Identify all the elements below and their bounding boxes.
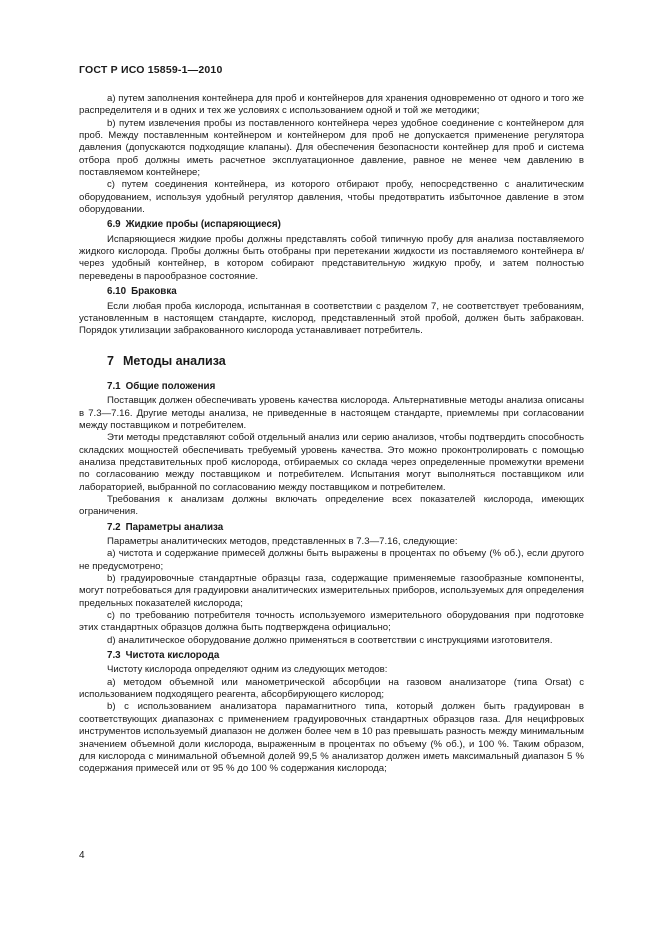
document-body (79, 93, 584, 776)
chapter-title: Методы анализа (122, 353, 226, 368)
section-heading-7-2 (79, 522, 584, 534)
list-item: с) по требованию потребителя точность используемого измерительного оборудования при подготовке этих стандартных образцов должна быть подтверждена официально; (79, 610, 584, 634)
paragraph: Если любая проба кислорода, испытанная в соответствии с разделом 7, не соответствует требованиям, установленным в настоящем стандарте, кислород, представленный этой пробой, должен быть забракован. Порядок утилизации забракованного кислорода устанавливает потребитель. (79, 300, 584, 337)
section-number: 7.2 (107, 521, 121, 533)
list-item: d) аналитическое оборудование должно применяться в соответствии с инструкциями изготовителя. (107, 634, 553, 646)
list-item: b) градуировочные стандартные образцы газа, содержащие применяемые газообразные компоненты, могут потребоваться для градуировки аналитических измерительных приборов, используемых для определения предельных показателей кислорода; (79, 573, 584, 609)
section-heading-6-10 (79, 286, 584, 298)
section-number: 6.10 (107, 286, 127, 298)
paragraph: с) путем соединения контейнера, из которого отбирают пробу, непосредственно с аналитическим оборудованием, используя удобный регулятор давления, чтобы предотвратить избыточное давление в этом оборудовании. (79, 179, 584, 216)
paragraph: Параметры аналитических методов, представленных в 7.3—7.16, следующие: (107, 536, 458, 547)
section-title: Чистота кислорода (125, 650, 220, 662)
list-item: а) методом объемной или манометрической абсорбции на газовом анализаторе (типа Orsat) с использованием подходящего реагента, абсорбирующего кислород; (79, 676, 584, 701)
section-heading-7-3 (79, 650, 584, 662)
section-heading-7-1 (79, 381, 584, 393)
chapter-heading-7 (79, 355, 584, 367)
paragraph: Поставщик должен обеспечивать уровень качества кислорода. Альтернативные методы анализа описаны в 7.3—7.16. Другие методы анализа, не приведенные в настоящем стандарте, приемлемы при согласовании между поставщиком и потребителем. (79, 395, 584, 431)
paragraph: Требования к анализам должны включать определение всех показателей кислорода, имеющих ограничения. (79, 493, 584, 518)
section-title: Параметры анализа (125, 521, 224, 533)
section-number: 7.1 (107, 380, 121, 392)
paragraph: а) путем заполнения контейнера для проб и контейнеров для хранения одновременно от одного и того же распределителя и в одних и тех же условиях с использованием одной и той же методики; (79, 93, 584, 117)
page-header: ГОСТ Р ИСО 15859-1—2010 (79, 64, 223, 76)
paragraph: Чистоту кислорода определяют одним из следующих методов: (107, 664, 388, 676)
chapter-number: 7 (107, 353, 114, 368)
section-number: 7.3 (107, 650, 121, 662)
paragraph: b) путем извлечения пробы из поставленного контейнера через удобное соединение с контейнером для проб. Между поставленным контейнером и контейнером для проб не допускается применение регулятора давления (допускаются подходящие клапаны). Для обеспечения безопасности контейнер для проб и система отбора проб должны иметь расчетное эксплуатационное давление, равное не менее чем давлению в поставляемом контейнере; (79, 117, 584, 179)
paragraph: Эти методы представляют собой отдельный анализ или серию анализов, чтобы подтвердить способность складских мощностей обеспечивать требуемый уровень качества. Это можно проконтролировать с помощью анализа представительных проб кислорода, отбираемых со склада через определенные промежутки времени по согласованию между поставщиком и потребителем. Испытания могут выполняться поставщиком или лабораторией, выбранной по согласованию между поставщиком и потребителем. (79, 432, 584, 493)
section-title: Жидкие пробы (испаряющиеся) (125, 219, 281, 231)
list-item: b) с использованием анализатора парамагнитного типа, который должен быть градуирован в соответствующих диапазонах с применением градуировочных стандартных образцов газа. Для нецифровых инструментов используемый диапазон не должен более чем в 10 раз превышать разность между минимальным значением объемной доли кислорода, выраженным в процентах по объему (% об.), и 100 %. Таким образом, для кислорода с минимальной объемной долей 99,5 % анализатор должен иметь максимальный диапазон 5 % содержания примесей или от 95 % до 100 % содержания кислорода; (79, 701, 584, 775)
list-item: а) чистота и содержание примесей должны быть выражены в процентах по объему (% об.), если другого не предусмотрено; (79, 548, 584, 572)
section-heading-6-9 (79, 219, 584, 231)
section-number: 6.9 (107, 219, 121, 231)
paragraph: Испаряющиеся жидкие пробы должны представлять собой типичную пробу для анализа поставляемого жидкого кислорода. Пробы должны быть отобраны при перетекании жидкости из поставляемого контейнера в/через удобный контейнер, в котором собирают представительную жидкую пробу, и затем полностью переведены в парообразное состояние. (79, 233, 584, 282)
section-title: Общие положения (125, 380, 216, 392)
section-title: Браковка (131, 286, 177, 298)
page-number: 4 (79, 850, 85, 861)
